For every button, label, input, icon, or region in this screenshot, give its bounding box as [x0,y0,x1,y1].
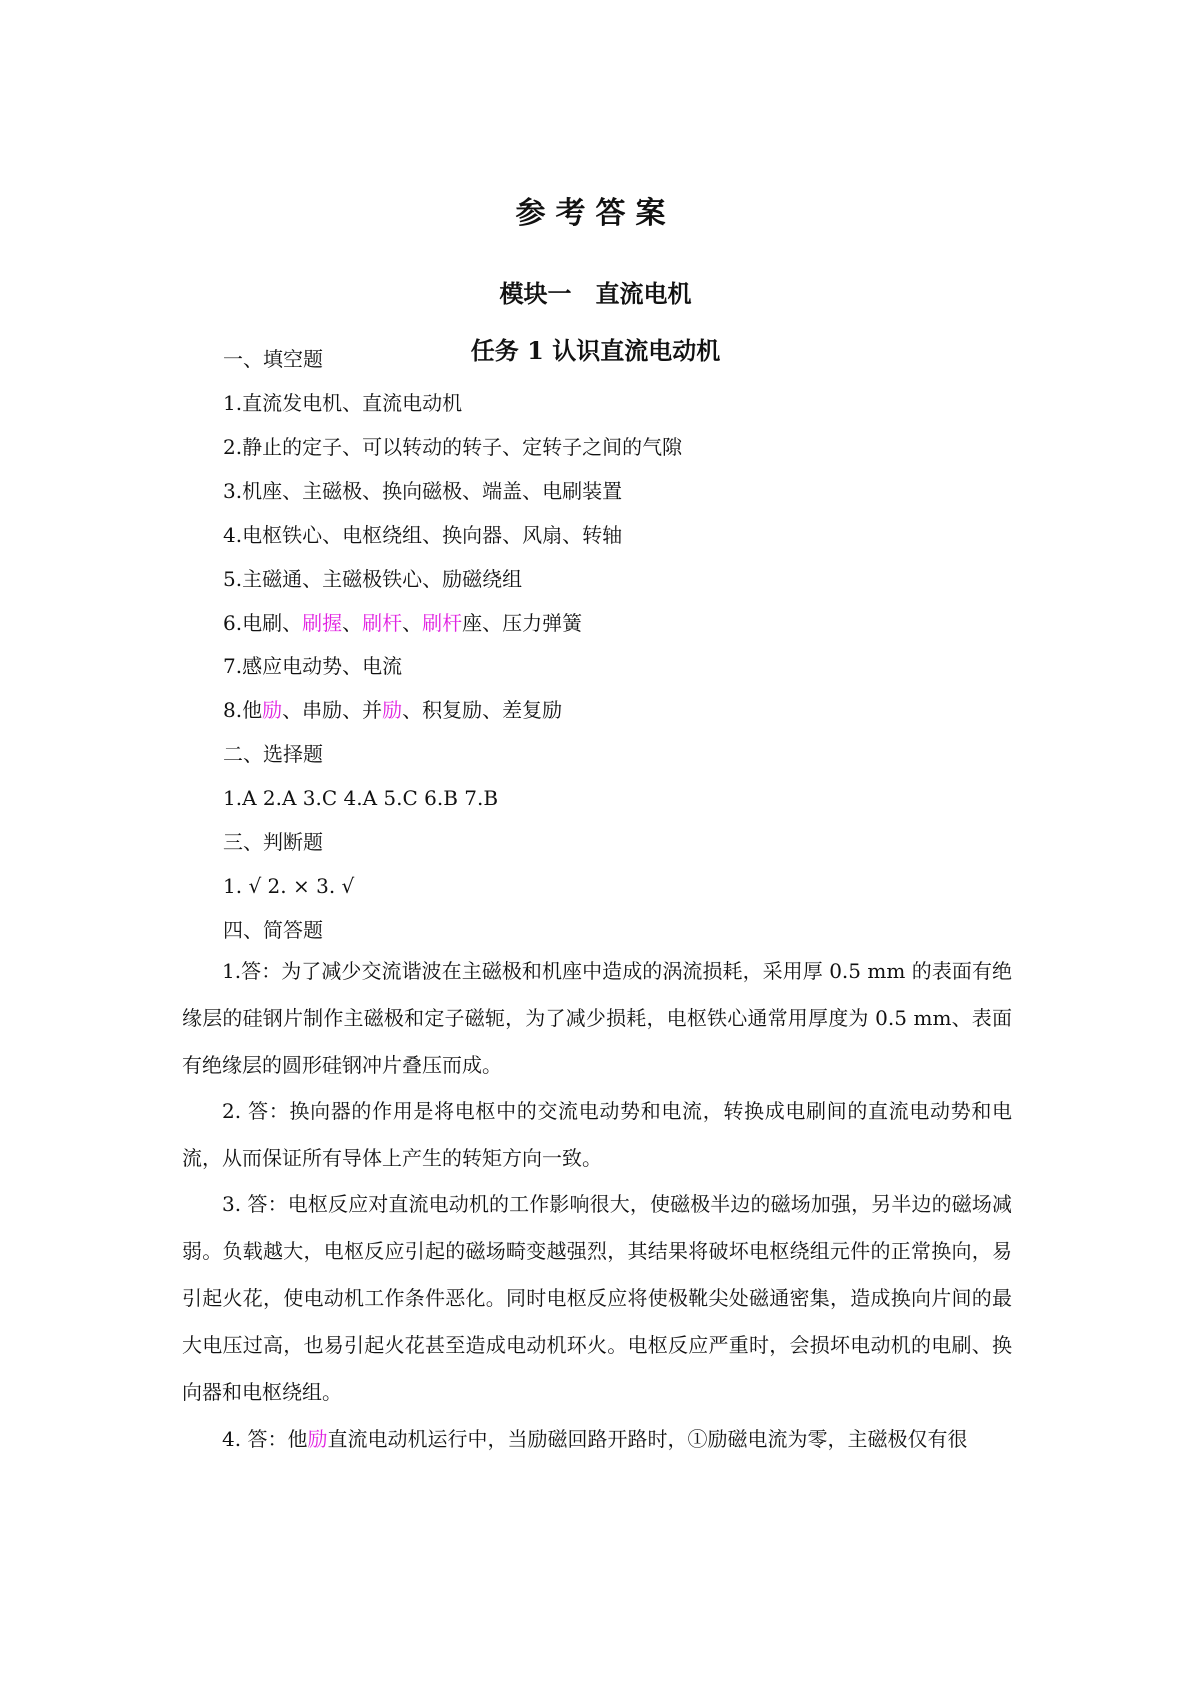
fill-blank-item-2: 2.静止的定子、可以转动的转子、定转子之间的气隙 [223,435,683,459]
section-heading-choice: 二、选择题 [223,742,323,766]
short-answer-2: 2. 答：换向器的作用是将电枢中的交流电动势和电流，转换成电刷间的直流电动势和电流，从而保证所有导体上产生的转矩方向一致。 [182,1099,1012,1170]
section-heading-judge: 三、判断题 [223,830,323,854]
item6-highlight-1: 刷握 [302,611,343,635]
fill-blank-item-4: 4.电枢铁心、电枢绕组、换向器、风扇、转轴 [223,523,623,547]
page-title: 参考答案 [515,196,676,231]
short-answer-4 [182,1416,1012,1463]
module-heading: 模块一 直流电机 [499,279,692,308]
fill-blank-item-7: 7.感应电动势、电流 [223,654,403,678]
a4-highlight-1: 励 [307,1427,328,1451]
item6-text-1: 6.电刷、 [223,611,303,635]
a4-text-2: 直流电动机运行中，当励磁回路开路时，①励磁电流为零，主磁极仅有很 [327,1427,968,1451]
item6-highlight-3: 刷杆 [422,611,463,635]
judge-answers: 1. √ 2. × 3. √ [223,874,355,898]
a4-text-1: 4. 答：他 [222,1427,308,1451]
item8-text-1: 8.他 [223,698,263,722]
fill-blank-item-6 [223,610,582,636]
choice-answers: 1.A 2.A 3.C 4.A 5.C 6.B 7.B [223,786,499,810]
item8-text-3: 、积复励、差复励 [402,698,563,722]
item6-highlight-2: 刷杆 [362,611,403,635]
task-heading: 任务 1 认识直流电动机 [470,336,721,365]
fill-blank-item-3: 3.机座、主磁极、换向磁极、端盖、电刷装置 [223,479,623,503]
short-answer-1: 1.答：为了减少交流谐波在主磁极和机座中造成的涡流损耗，采用厚 0.5 mm 的表面有绝缘层的硅钢片制作主磁极和定子磁轭，为了减少损耗，电枢铁心通常用厚度为 0.5 mm、表面有绝缘层的圆形硅钢冲片叠压而成。 [182,959,1012,1077]
item6-text-4: 座、压力弹簧 [462,611,583,635]
item6-text-3: 、 [402,611,423,635]
short-answer-3: 3. 答：电枢反应对直流电动机的工作影响很大，使磁极半边的磁场加强，另半边的磁场减弱。负载越大，电枢反应引起的磁场畸变越强烈，其结果将破坏电枢绕组元件的正常换向，易引起火花，使电动机工作条件恶化。同时电枢反应将使极靴尖处磁通密集，造成换向片间的最大电压过高，也易引起火花甚至造成电动机环火。电枢反应严重时，会损坏电动机的电刷、换向器和电枢绕组。 [182,1192,1012,1404]
fill-blank-item-1: 1.直流发电机、直流电动机 [223,391,463,415]
item8-highlight-1: 励 [262,698,283,722]
fill-blank-item-5: 5.主磁通、主磁极铁心、励磁绕组 [223,567,523,591]
item8-highlight-2: 励 [382,698,403,722]
fill-blank-item-8 [223,697,562,723]
section-heading-fill-blank: 一、填空题 [223,347,323,371]
item6-text-2: 、 [342,611,363,635]
item8-text-2: 、串励、并 [282,698,383,722]
section-heading-short-answer: 四、简答题 [223,918,323,942]
